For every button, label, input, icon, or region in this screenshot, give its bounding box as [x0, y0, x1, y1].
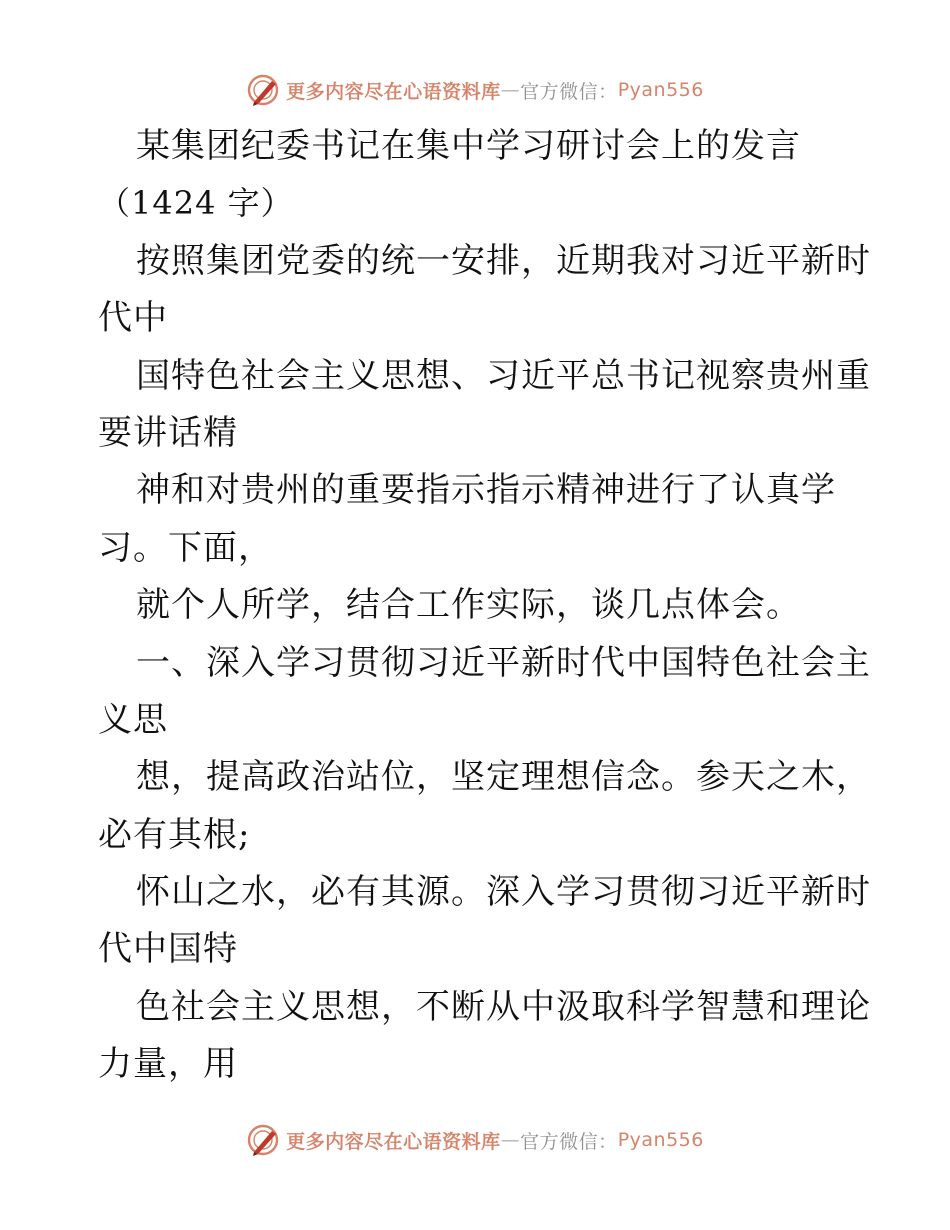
document-word-count: （1424 字） [98, 184, 294, 223]
watermark-wechat-id: Pyan556 [617, 79, 704, 101]
body-text-line: 力量，用 [98, 1044, 238, 1085]
body-text-line: 必有其根; [98, 814, 251, 855]
body-text-line: 代中 [98, 298, 168, 339]
pen-logo-icon [246, 72, 282, 108]
watermark-main-text: 更多内容尽在心语资料库 [286, 1130, 501, 1153]
watermark-official-label: 官方微信： [520, 80, 618, 103]
body-text-line: 义思 [98, 699, 168, 740]
body-text-line: 怀山之水，必有其源。深入学习贯彻习近平新时 [136, 872, 871, 913]
body-text-line: 国特色社会主义思想、习近平总书记视察贵州重 [136, 355, 871, 396]
body-text-line: 习。下面， [98, 527, 273, 568]
watermark-official-label: 官方微信： [520, 1130, 618, 1153]
body-text-line: 代中国特 [98, 929, 238, 970]
watermark-wechat-id: Pyan556 [617, 1129, 704, 1151]
document-title: 某集团纪委书记在集中学习研讨会上的发言 [136, 126, 801, 166]
body-text-line: 就个人所学，结合工作实际，谈几点体会。 [136, 585, 801, 626]
pen-logo-icon [246, 1122, 282, 1158]
body-text-line: 色社会主义思想，不断从中汲取科学智慧和理论 [136, 986, 871, 1027]
body-text-line: 一、深入学习贯彻习近平新时代中国特色社会主 [136, 642, 871, 683]
body-text-line: 想，提高政治站位，坚定理想信念。参天之木， [136, 757, 871, 798]
body-text-line: 神和对贵州的重要指示指示精神进行了认真学 [136, 470, 836, 511]
watermark-main-text: 更多内容尽在心语资料库 [286, 80, 501, 103]
body-text-line: 按照集团党委的统一安排，近期我对习近平新时 [136, 240, 871, 281]
header-watermark [0, 70, 950, 110]
watermark-separator: — [500, 1129, 521, 1151]
watermark-separator: — [500, 79, 521, 101]
footer-watermark [0, 1120, 950, 1160]
body-text-line: 要讲话精 [98, 412, 238, 453]
document-body [98, 118, 878, 1094]
